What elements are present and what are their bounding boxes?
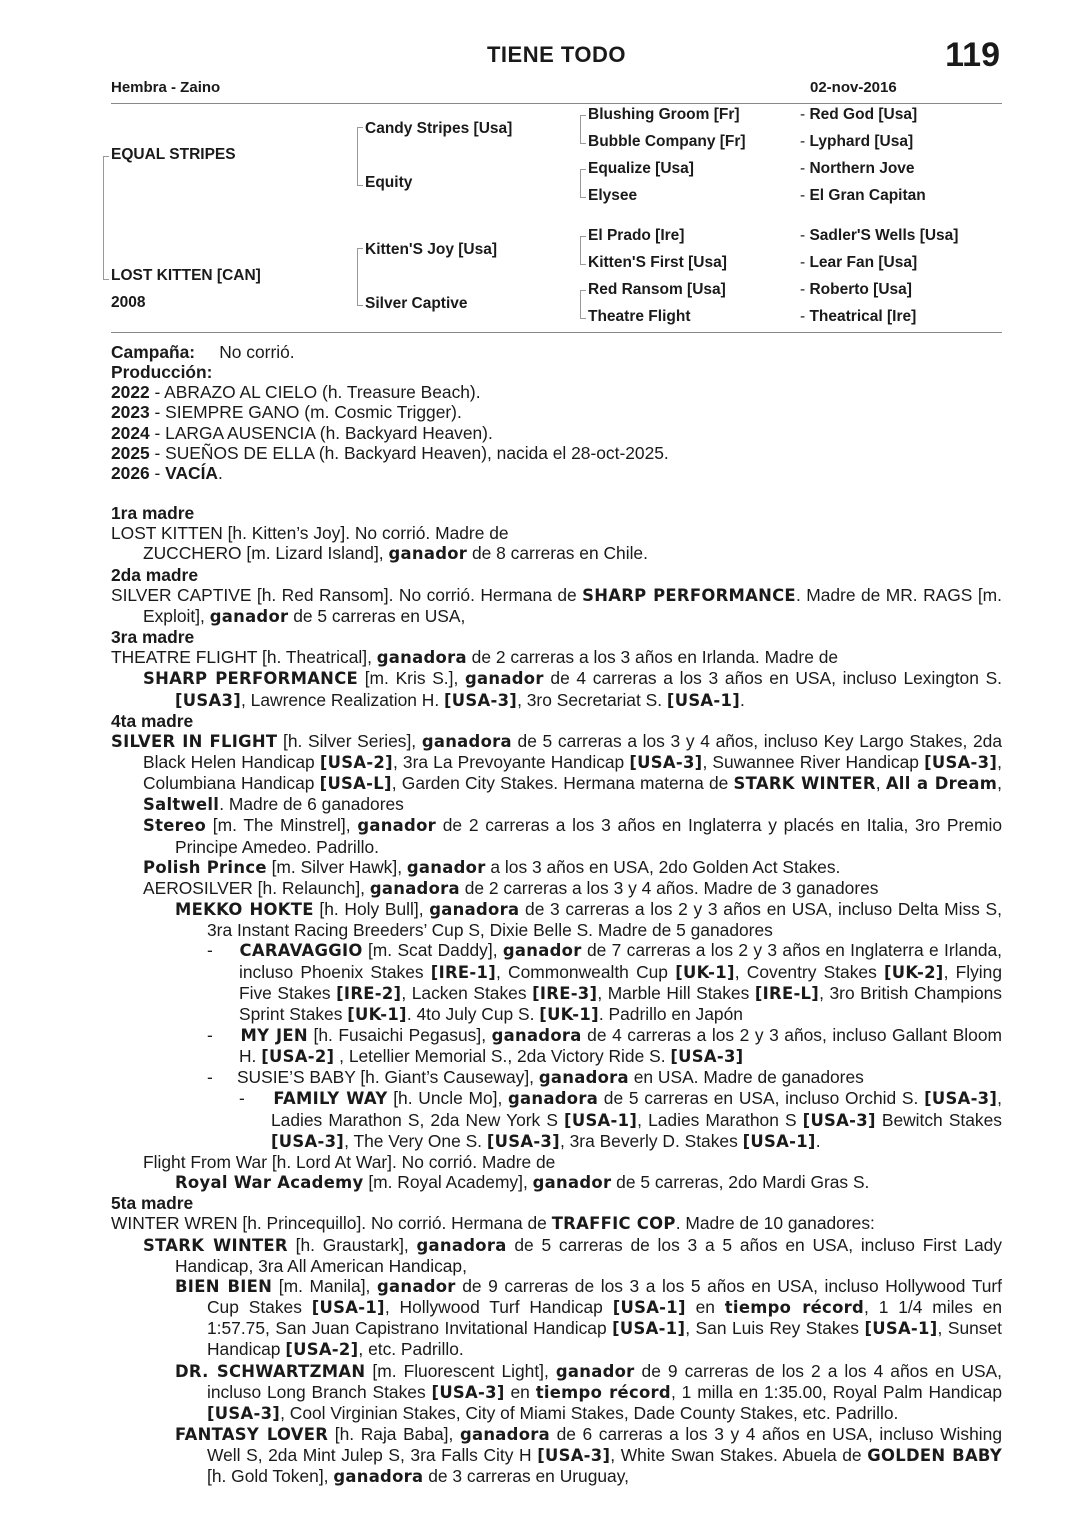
produccion-2022: 2022 - ABRAZO AL CIELO (h. Treasure Beach). (111, 382, 481, 403)
pedigree-sire: EQUAL STRIPES (111, 146, 236, 163)
bracket-dam (357, 248, 363, 306)
m5-bien-bien: BIEN BIEN [m. Manila], ganador de 9 carreras de los 3 a los 5 años en USA, incluso Hollywood Turf Cup Stakes [USA-1], Hollywood Turf Handicap [USA-1] en tiempo récord, 1 1/4 miles en 1:57.75, San Juan Capistrano Invitational Handicap [USA-1], San Luis Rey Stakes [USA-1], Sunset Handicap [USA-2], etc. Padrillo. (175, 1275, 1002, 1360)
header-rule (111, 103, 1002, 104)
produccion-2025: 2025 - SUEÑOS DE ELLA (h. Backyard Heaven), nacida el 28-oct-2025. (111, 442, 669, 463)
pedigree-g4-1: - Red God [Usa] (800, 106, 917, 124)
m4-caravaggio: - CARAVAGGIO [m. Scat Daddy], ganador de 7 carreras a los 2 y 3 años en Inglaterra e Irlanda, incluso Phoenix Stakes [IRE-1], Commonwealth Cup [UK-1], Coventry Stakes [UK-2], Flying Five Stakes [IRE-2], Lacken Stakes [IRE-3], Marble Hill Stakes [IRE-L], 3ro British Champions Sprint Stakes [UK-1]. 4to July Cup S. [UK-1]. Padrillo en Japón (207, 940, 1003, 1024)
bracket-g3-1 (580, 115, 586, 144)
m2-silver-captive: SILVER CAPTIVE [h. Red Ransom]. No corrió. Hermana de SHARP PERFORMANCE. Madre de MR. RAGS [m. Exploit], ganador de 5 carreras en USA, (111, 584, 1002, 626)
pedigree-sire-dam: Equity (365, 174, 413, 191)
m4-susies-baby: - SUSIE’S BABY [h. Giant’s Causeway], ganadora en USA. Madre de ganadores (207, 1067, 864, 1088)
campana-line: Campaña: No corrió. (111, 342, 295, 362)
m5-fantasy-lover: FANTASY LOVER [h. Raja Baba], ganadora de 6 carreras a los 3 y 4 años en USA, incluso Wishing Well S, 2da Mint Julep S, 3ra Falls City H [USA-3], White Swan Stakes. Abuela de GOLDEN BABY [h. Gold Token], ganadora de 3 carreras en Uruguay, (175, 1423, 1002, 1487)
pedigree-g4-4: - El Gran Capitan (800, 187, 926, 205)
m5-dr-schwartzman: DR. SCHWARTZMAN [m. Fluorescent Light], ganador de 9 carreras de los 2 a los 4 años en USA, incluso Long Branch Stakes [USA-3] en tiempo récord, 1 milla en 1:35.00, Royal Palm Handicap [USA-3], Cool Virginian Stakes, City of Miami Stakes, Dade County Stakes, etc. Padrillo. (175, 1360, 1002, 1423)
m4-mekko-hokte: MEKKO HOKTE [h. Holy Bull], ganadora de 3 carreras a los 2 y 3 años en USA, incluso Delta Miss S, 3ra Instant Racing Breeders’ Cup S, Dixie Belle S. Madre de 5 ganadores (175, 899, 1002, 941)
pedigree-g3-3: Equalize [Usa] (588, 160, 694, 177)
produccion-label: Producción: (111, 362, 213, 383)
m4-royal-war-academy: Royal War Academy [m. Royal Academy], ganador de 5 carreras, 2do Mardi Gras S. (175, 1172, 870, 1193)
bracket-main (103, 156, 109, 280)
pedigree-g4-3: - Northern Jove (800, 160, 915, 178)
m3-sharp-performance: SHARP PERFORMANCE [m. Kris S.], ganador de 4 carreras a los 3 años en USA, incluso Lexington S. [USA3], Lawrence Realization H. [USA-3], 3ro Secretariat S. [USA-1]. (143, 668, 1002, 710)
bracket-sire (357, 127, 363, 186)
birth-date: 02-nov-2016 (810, 79, 897, 96)
m4-aerosilver: AEROSILVER [h. Relaunch], ganadora de 2 carreras a los 3 y 4 años. Madre de 3 ganadores (143, 877, 879, 898)
horse-name-title: TIENE TODO (486, 42, 627, 67)
pedigree-g4-5: - Sadler'S Wells [Usa] (800, 227, 958, 245)
page-number: 119 (945, 36, 1000, 74)
document-body (111, 342, 1002, 1487)
produccion-2024: 2024 - LARGA AUSENCIA (h. Backyard Heaven). (111, 422, 493, 443)
produccion-2026: 2026 - VACÍA. (111, 462, 223, 483)
pedigree-dam-sire: Kitten'S Joy [Usa] (365, 241, 498, 258)
section-5ta-madre: 5ta madre (111, 1193, 194, 1214)
pedigree-g3-7: Red Ransom [Usa] (588, 281, 726, 298)
m4-family-way: - FAMILY WAY [h. Uncle Mo], ganadora de 5 carreras en USA, incluso Orchid S. [USA-3], Ladies Marathon S, 2da New York S [USA-1], Ladies Marathon S [USA-3] Bewitch Stakes [USA-3], The Very One S. [USA-3], 3ra Beverly D. Stakes [USA-1]. (239, 1088, 1003, 1151)
pedigree-g3-4: Elysee (588, 187, 638, 204)
sex-color: Hembra - Zaino (111, 79, 221, 96)
pedigree-g3-6: Kitten'S First [Usa] (588, 254, 727, 271)
produccion-2023: 2023 - SIEMPRE GANO (m. Cosmic Trigger). (111, 402, 462, 423)
m4-polish-prince: Polish Prince [m. Silver Hawk], ganador a los 3 años en USA, 2do Golden Act Stakes. (143, 856, 841, 877)
pedigree-g3-2: Bubble Company [Fr] (588, 133, 746, 150)
section-3ra-madre: 3ra madre (111, 627, 195, 648)
pedigree-dam-year: 2008 (111, 294, 146, 311)
section-2da-madre: 2da madre (111, 564, 198, 585)
pedigree-g3-8: Theatre Flight (588, 308, 691, 325)
bracket-g3-3 (580, 236, 586, 265)
m5-winter-wren: WINTER WREN [h. Princequillo]. No corrió. Hermana de TRAFFIC COP. Madre de 10 ganadores: (111, 1213, 875, 1234)
pedigree-g3-1: Blushing Groom [Fr] (588, 106, 740, 123)
pedigree-g4-7: - Roberto [Usa] (800, 281, 912, 299)
m4-stereo: Stereo [m. The Minstrel], ganador de 2 carreras a los 3 años en Inglaterra y placés en Italia, 3ro Premio Principe Amedeo. Padrillo. (143, 815, 1002, 857)
pedigree-g4-2: - Lyphard [Usa] (800, 133, 913, 151)
pedigree-g4-6: - Lear Fan [Usa] (800, 254, 917, 272)
bracket-g3-4 (580, 290, 586, 319)
m4-my-jen: - MY JEN [h. Fusaichi Pegasus], ganadora de 4 carreras a los 2 y 3 años, incluso Gallant Bloom H. [USA-2] , Letellier Memorial S., 2da Victory Ride S. [USA-3] (207, 1025, 1003, 1067)
pedigree-g3-5: El Prado [Ire] (588, 227, 685, 244)
pedigree-dam-dam: Silver Captive (365, 295, 468, 312)
bracket-g3-2 (580, 169, 586, 198)
m5-stark-winter: STARK WINTER [h. Graustark], ganadora de 5 carreras de los 3 a 5 años en USA, incluso First Lady Handicap, 3ra All American Handicap, (143, 1234, 1003, 1276)
m1-lost-kitten: LOST KITTEN [h. Kitten’s Joy]. No corrió. Madre de ZUCCHERO [m. Lizard Island], ganador de 8 carreras en Chile. (111, 523, 648, 564)
pedigree-rule (111, 332, 1002, 333)
section-4ta-madre: 4ta madre (111, 710, 194, 731)
pedigree-sire-sire: Candy Stripes [Usa] (365, 120, 513, 137)
m4-silver-in-flight: SILVER IN FLIGHT [h. Silver Series], ganadora de 5 carreras a los 3 y 4 años, incluso Key Largo Stakes, 2da Black Helen Handicap [USA-2], 3ra La Prevoyante Handicap [USA-3], Suwannee River Handicap [USA-3], Columbiana Handicap [USA-L], Garden City Stakes. Hermana materna de STARK WINTER, All a Dream, Saltwell. Madre de 6 ganadores (111, 730, 1003, 815)
pedigree-g4-8: - Theatrical [Ire] (800, 308, 916, 326)
m4-flight-from-war: Flight From War [h. Lord At War]. No corrió. Madre de (143, 1151, 556, 1172)
section-1ra-madre: 1ra madre (111, 503, 195, 524)
m3-theatre-flight: THEATRE FLIGHT [h. Theatrical], ganadora de 2 carreras a los 3 años en Irlanda. Madre de (111, 647, 839, 668)
pedigree-dam: LOST KITTEN [CAN] (111, 267, 261, 284)
